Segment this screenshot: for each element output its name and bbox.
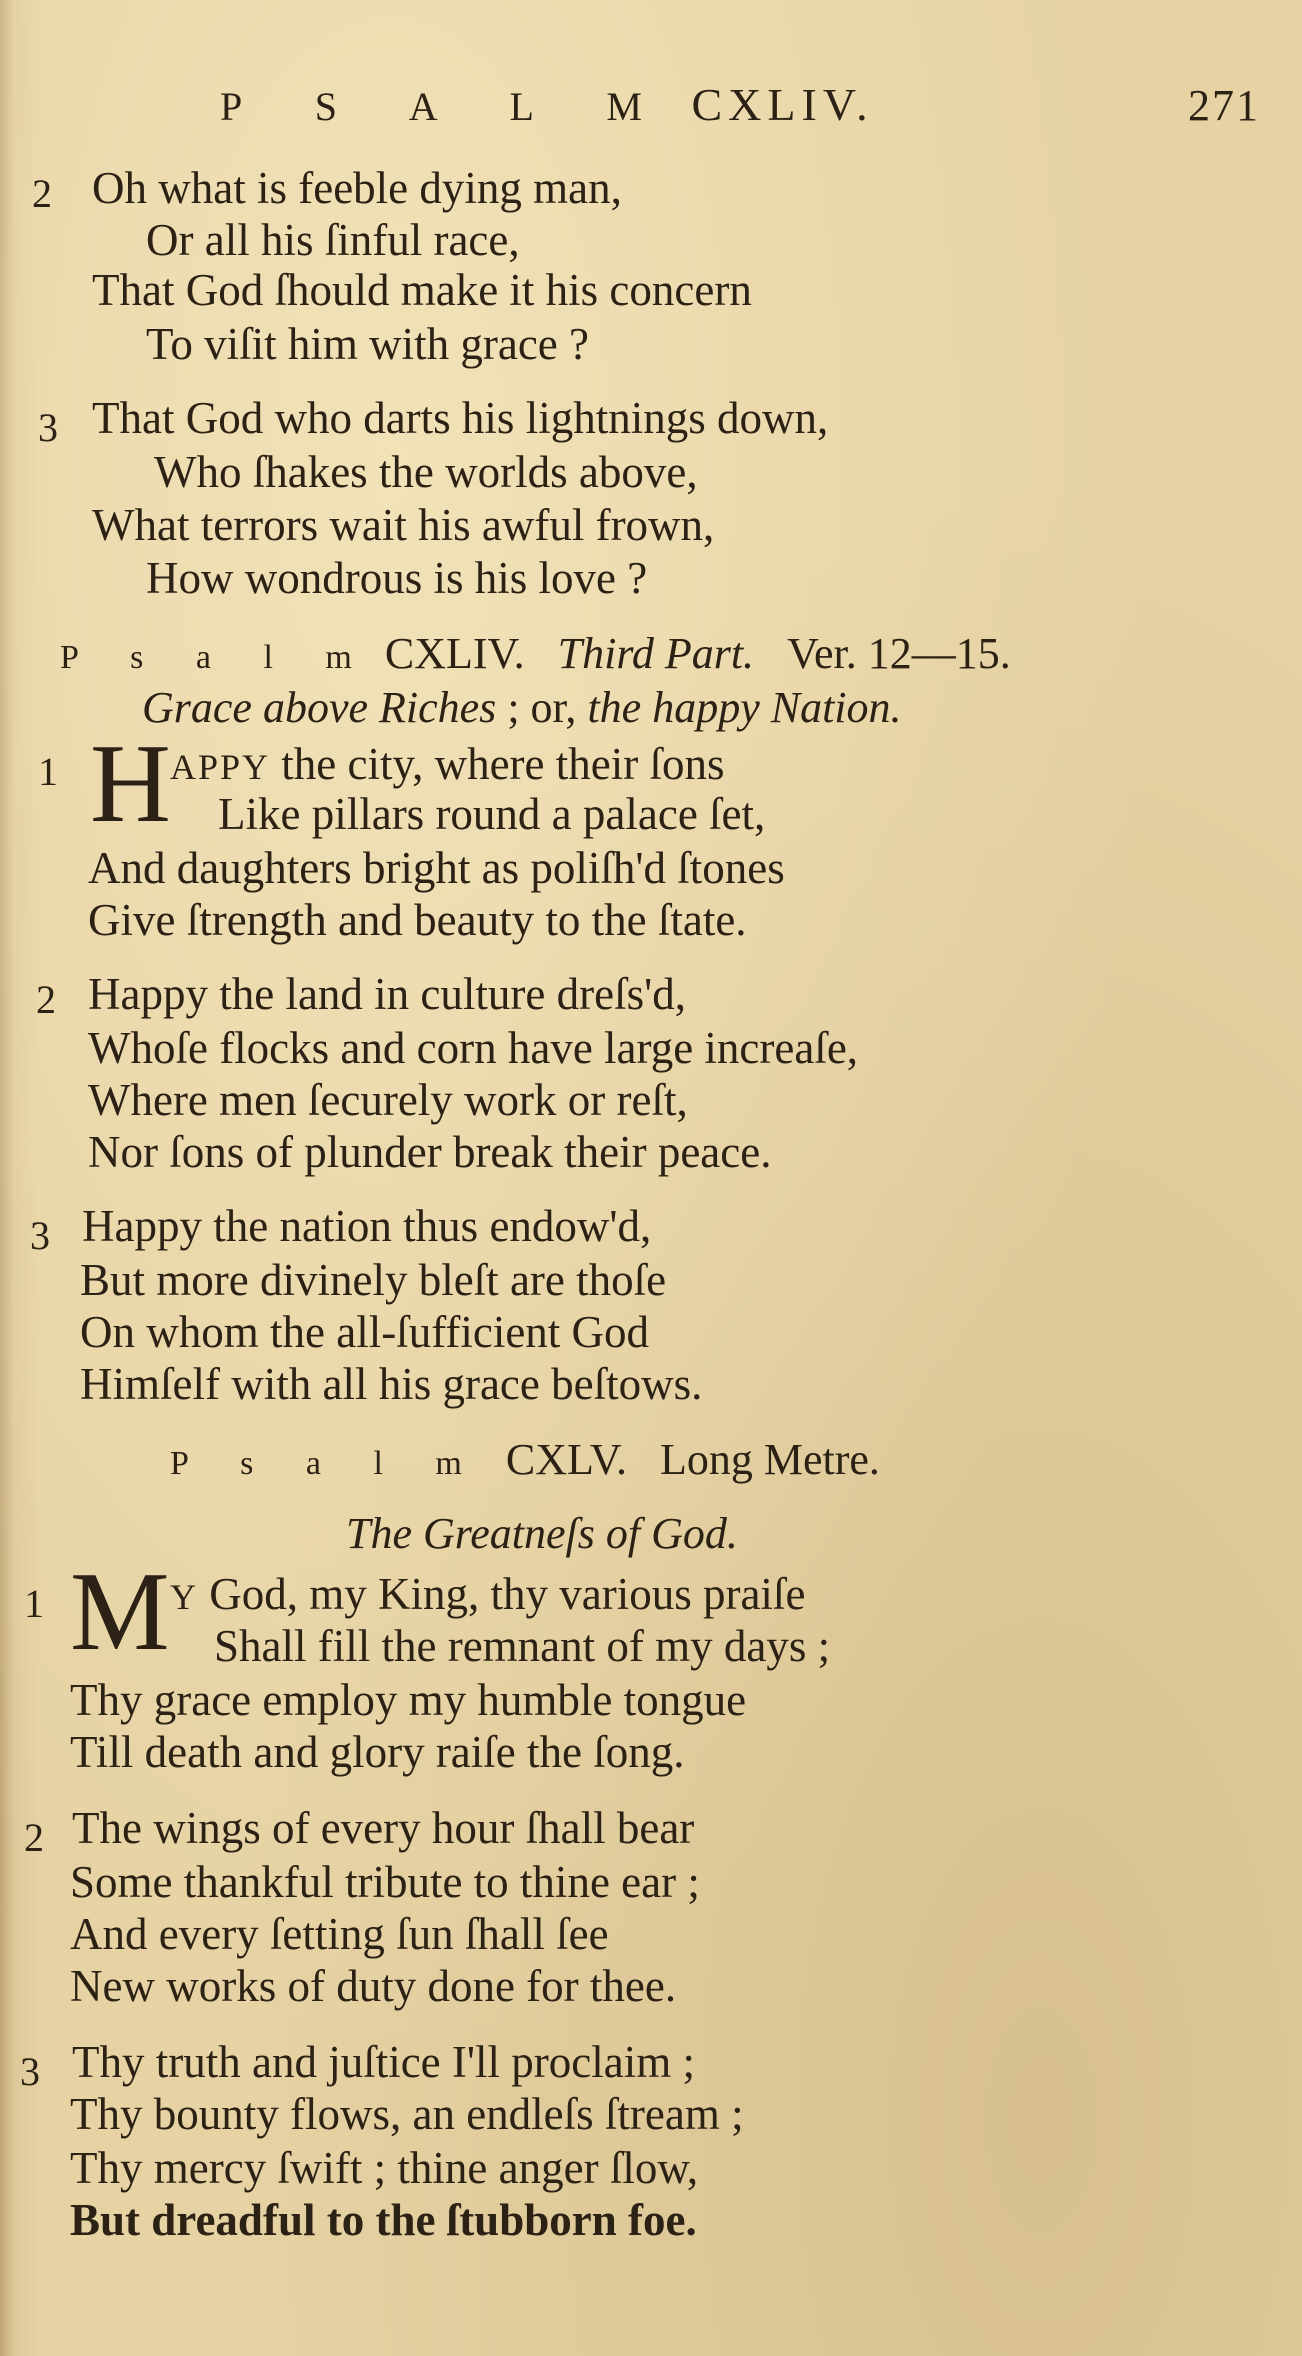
- first-word-rest: APPY: [170, 747, 271, 787]
- verse-line: [170, 1569, 806, 1619]
- verse-line: Thy grace employ my humble tongue: [70, 1675, 747, 1725]
- heading-psalm: P s a l m: [60, 639, 374, 676]
- verse-line: Thy mercy ſwift ; thine anger ſlow,: [70, 2143, 699, 2193]
- verse-line: Where men ſecurely work or reſt,: [88, 1075, 688, 1125]
- psalm-subtitle: [142, 683, 902, 732]
- verse-line: New works of duty done for thee.: [70, 1961, 677, 2011]
- verse-line: Shall fill the remnant of my days ;: [214, 1621, 831, 1671]
- verse-line: Like pillars round a palace ſet,: [218, 789, 766, 839]
- running-title-psalm: P S A L M: [220, 84, 674, 129]
- verse-line: And daughters bright as poliſh'd ſtones: [88, 843, 785, 893]
- heading-metre: Long Metre.: [659, 1435, 880, 1484]
- heading-psalm: P s a l m: [170, 1445, 484, 1482]
- verse-line: Or all his ſinful race,: [146, 215, 520, 265]
- verse-line: That God ſhould make it his concern: [92, 265, 752, 315]
- verse-line: Thy truth and juſtice I'll proclaim ;: [72, 2037, 695, 2087]
- verse-line: How wondrous is his love ?: [146, 553, 648, 603]
- running-title-number: CXLIV.: [691, 79, 874, 130]
- verse-line: To viſit him with grace ?: [146, 319, 589, 369]
- heading-number: CXLIV.: [384, 629, 525, 678]
- stanza-number: 2: [24, 1815, 44, 1860]
- subtitle-part-b: the happy Nation.: [587, 683, 902, 732]
- first-word-rest: Y: [170, 1577, 198, 1617]
- page-number: 271: [1188, 81, 1260, 130]
- verse-line: Oh what is feeble dying man,: [92, 163, 622, 213]
- subtitle-separator: ; or,: [507, 683, 577, 732]
- stanza-number: 1: [24, 1581, 44, 1626]
- verse-line: Happy the nation thus endow'd,: [82, 1201, 652, 1251]
- heading-part: Third Part.: [557, 629, 755, 678]
- verse-line: But more divinely bleſt are thoſe: [80, 1255, 667, 1305]
- stanza-number: 3: [20, 2049, 40, 2094]
- verse-line: Himſelf with all his grace beſtows.: [80, 1359, 703, 1409]
- running-title: [220, 78, 874, 131]
- first-line-tail: God, my King, thy various praiſe: [209, 1569, 806, 1619]
- drop-capital: H: [90, 722, 171, 846]
- verse-line: And every ſetting ſun ſhall ſee: [70, 1909, 609, 1959]
- verse-line: Some thankful tribute to thine ear ;: [70, 1857, 700, 1907]
- verse-line: Nor ſons of plunder break their peace.: [88, 1127, 772, 1177]
- verse-line: Till death and glory raiſe the ſong.: [70, 1727, 685, 1777]
- verse-line: Who ſhakes the worlds above,: [154, 447, 698, 497]
- stanza-number: 2: [36, 977, 56, 1022]
- stanza-number: 3: [38, 405, 58, 450]
- drop-capital: M: [70, 1550, 170, 1674]
- psalm-heading: [60, 629, 1011, 678]
- psalm-subtitle: [346, 1509, 738, 1558]
- verse-line: What terrors wait his awful frown,: [92, 500, 715, 550]
- verse-line: Whoſe flocks and corn have large increaſe,: [88, 1023, 859, 1073]
- verse-line: That God who darts his lightnings down,: [92, 393, 829, 443]
- running-header: [220, 78, 1260, 138]
- verse-line: On whom the all-ſufficient God: [80, 1307, 650, 1357]
- stanza-number: 3: [30, 1213, 50, 1258]
- verse-line: The wings of every hour ſhall bear: [72, 1803, 695, 1853]
- verse-line: [170, 739, 725, 789]
- stanza-number: 1: [38, 749, 58, 794]
- verse-line: Thy bounty flows, an endleſs ſtream ;: [70, 2089, 744, 2139]
- subtitle-part-a: Grace above Riches: [142, 683, 497, 732]
- subtitle-text: The Greatneſs of God.: [346, 1509, 738, 1558]
- verse-line: Give ſtrength and beauty to the ſtate.: [88, 895, 747, 945]
- verse-line: But dreadful to the ſtubborn foe.: [70, 2195, 697, 2245]
- stanza-number: 2: [32, 171, 52, 216]
- verse-line: Happy the land in culture dreſs'd,: [88, 969, 686, 1019]
- psalm-heading: [170, 1435, 880, 1484]
- heading-number: CXLV.: [505, 1435, 627, 1484]
- first-line-tail: the city, where their ſons: [281, 739, 725, 789]
- heading-verses: Ver. 12—15.: [787, 629, 1011, 678]
